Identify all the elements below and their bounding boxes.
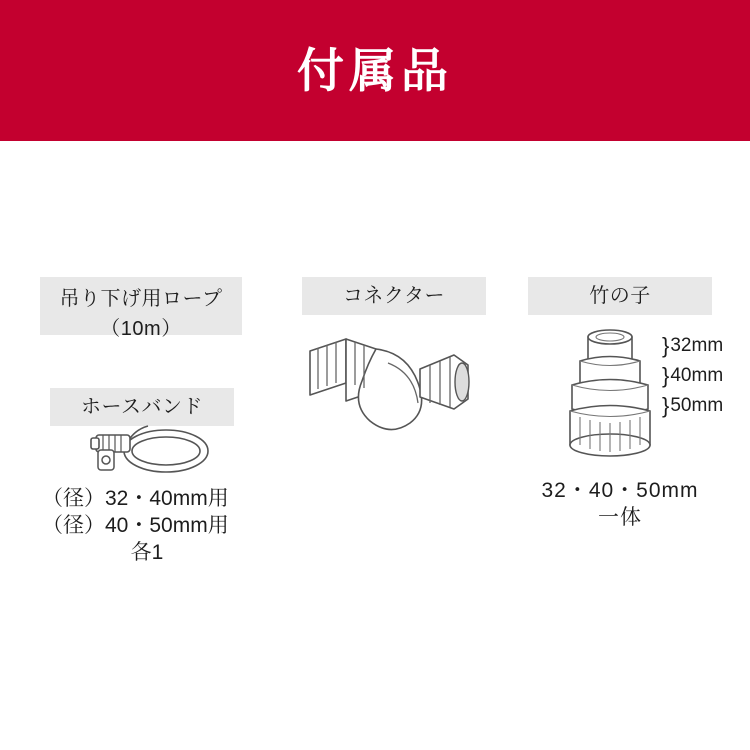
rope-label-line-2: （10m）	[100, 318, 182, 340]
hose-band-icon	[78, 417, 228, 479]
label-plate-bamboo	[528, 277, 712, 315]
bamboo-caption-line-2: 一体	[598, 506, 642, 529]
hose-band-caption-line-1: （径）32・40mm用	[42, 487, 229, 510]
bamboo-size-50: 50mm	[670, 395, 724, 416]
page-title: 付属品	[297, 44, 453, 97]
bamboo-caption-line-1: 32・40・50mm	[541, 479, 699, 502]
hose-band-caption-line-2: （径）40・50mm用	[42, 514, 229, 537]
label-plate-rope	[40, 277, 242, 340]
brace-icon: }	[662, 333, 670, 358]
page-header-band	[0, 0, 750, 141]
hose-band-label: ホースバンド	[81, 396, 203, 418]
bamboo-size-row	[662, 391, 750, 421]
bamboo-size-row	[662, 361, 750, 391]
connector-elbow-icon	[296, 323, 486, 453]
hose-band-caption-line-3: 各1	[130, 541, 164, 564]
step-nozzle-icon	[550, 321, 680, 466]
rope-label-line-1: 吊り下げ用ロープ	[59, 288, 223, 310]
brace-icon: }	[662, 393, 670, 418]
bamboo-label: 竹の子	[589, 285, 651, 307]
bamboo-size-row	[662, 331, 750, 361]
brace-icon: }	[662, 363, 670, 388]
label-plate-connector	[302, 277, 486, 315]
bamboo-size-32: 32mm	[670, 335, 724, 356]
bamboo-size-40: 40mm	[670, 365, 724, 386]
bamboo-size-callouts	[662, 331, 750, 421]
hose-band-caption	[40, 485, 252, 566]
connector-label: コネクター	[342, 285, 446, 307]
bamboo-caption	[514, 477, 726, 531]
accessories-columns	[0, 141, 750, 750]
